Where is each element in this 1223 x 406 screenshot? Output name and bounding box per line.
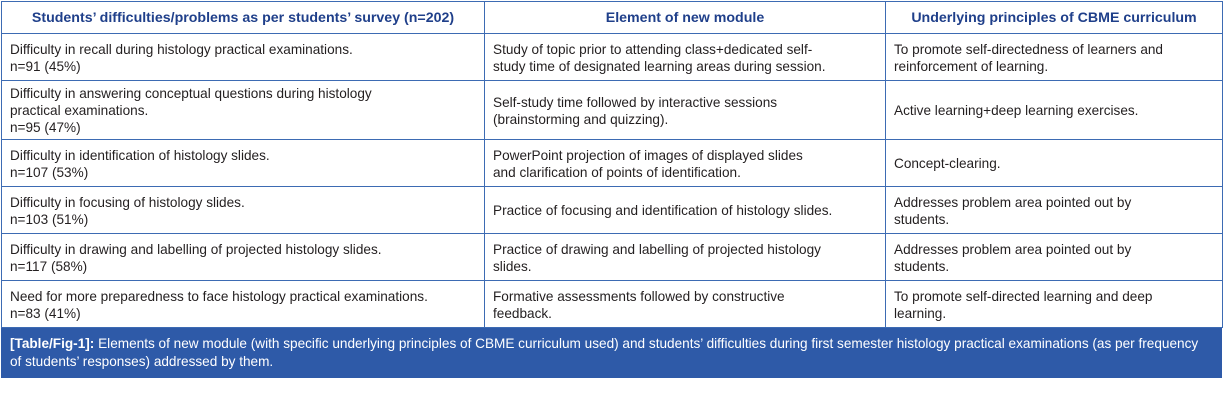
cell-line: feedback. bbox=[493, 305, 552, 321]
cell-line: n=103 (51%) bbox=[10, 211, 89, 227]
table-row bbox=[2, 81, 1223, 140]
principle-cell bbox=[886, 140, 1223, 187]
header-row bbox=[2, 2, 1223, 34]
cell-line: To promote self-directedness of learners and bbox=[894, 41, 1163, 57]
cell-line: Difficulty in recall during histology practical examinations. bbox=[10, 41, 353, 57]
cell-line: n=95 (47%) bbox=[10, 120, 81, 135]
cell-line: learning. bbox=[894, 305, 947, 321]
header-element: Element of new module bbox=[485, 2, 886, 34]
difficulty-cell bbox=[2, 140, 485, 187]
principle-cell bbox=[886, 81, 1223, 140]
cell-line: and clarification of points of identification. bbox=[493, 164, 741, 180]
cell-line: n=107 (53%) bbox=[10, 164, 89, 180]
difficulty-cell bbox=[2, 234, 485, 281]
cell-line: (brainstorming and quizzing). bbox=[493, 111, 669, 127]
principle-cell bbox=[886, 234, 1223, 281]
table-caption bbox=[1, 328, 1222, 378]
principle-cell bbox=[886, 187, 1223, 234]
table-row bbox=[2, 140, 1223, 187]
table-row bbox=[2, 234, 1223, 281]
cell-line: students. bbox=[894, 211, 950, 227]
table-row bbox=[2, 34, 1223, 81]
cell-line: Practice of drawing and labelling of projected histology bbox=[493, 241, 821, 257]
element-cell bbox=[485, 187, 886, 234]
cell-line: Study of topic prior to attending class+dedicated self- bbox=[493, 41, 813, 57]
cell-line: Self-study time followed by interactive sessions bbox=[493, 94, 778, 110]
element-cell bbox=[485, 281, 886, 328]
cell-line: Formative assessments followed by constructive bbox=[493, 288, 785, 304]
cell-line: Need for more preparedness to face histology practical examinations. bbox=[10, 288, 428, 304]
element-cell bbox=[485, 34, 886, 81]
header-principles: Underlying principles of CBME curriculum bbox=[886, 2, 1223, 34]
element-cell bbox=[485, 234, 886, 281]
table-row bbox=[2, 187, 1223, 234]
cell-line: n=83 (41%) bbox=[10, 305, 81, 321]
cell-line: Concept-clearing. bbox=[894, 156, 1001, 171]
table-row bbox=[2, 281, 1223, 328]
difficulty-cell bbox=[2, 81, 485, 140]
element-cell bbox=[485, 81, 886, 140]
cell-line: reinforcement of learning. bbox=[894, 58, 1049, 74]
cell-line: Difficulty in identification of histology slides. bbox=[10, 147, 270, 163]
cell-line: practical examinations. bbox=[10, 103, 149, 118]
principle-cell bbox=[886, 34, 1223, 81]
cell-line: PowerPoint projection of images of displayed slides bbox=[493, 147, 803, 163]
cell-line: Difficulty in focusing of histology slides. bbox=[10, 194, 245, 210]
cell-line: Active learning+deep learning exercises. bbox=[894, 103, 1139, 118]
cell-line: Difficulty in drawing and labelling of projected histology slides. bbox=[10, 241, 382, 257]
cell-line: To promote self-directed learning and deep bbox=[894, 288, 1153, 304]
cell-line: study time of designated learning areas during session. bbox=[493, 58, 826, 74]
cell-line: Difficulty in answering conceptual questions during histology bbox=[10, 86, 372, 101]
caption-tag: [Table/Fig-1]: bbox=[10, 336, 95, 351]
cell-line: Addresses problem area pointed out by bbox=[894, 194, 1132, 210]
cell-line: n=91 (45%) bbox=[10, 58, 81, 74]
caption-text: Elements of new module (with specific underlying principles of CBME curriculum used) and students’ difficulties during first semester histology practical examinations (as per frequency of students’ responses) addressed by them. bbox=[10, 336, 1199, 369]
cell-line: slides. bbox=[493, 258, 532, 274]
element-cell bbox=[485, 140, 886, 187]
document-figure bbox=[1, 1, 1222, 404]
cell-line: Practice of focusing and identification of histology slides. bbox=[493, 203, 833, 218]
header-difficulties: Students’ difficulties/problems as per students’ survey (n=202) bbox=[2, 2, 485, 34]
cell-line: students. bbox=[894, 258, 950, 274]
module-table bbox=[1, 1, 1223, 328]
cell-line: Addresses problem area pointed out by bbox=[894, 241, 1132, 257]
difficulty-cell bbox=[2, 34, 485, 81]
principle-cell bbox=[886, 281, 1223, 328]
difficulty-cell bbox=[2, 187, 485, 234]
cell-line: n=117 (58%) bbox=[10, 258, 88, 274]
difficulty-cell bbox=[2, 281, 485, 328]
